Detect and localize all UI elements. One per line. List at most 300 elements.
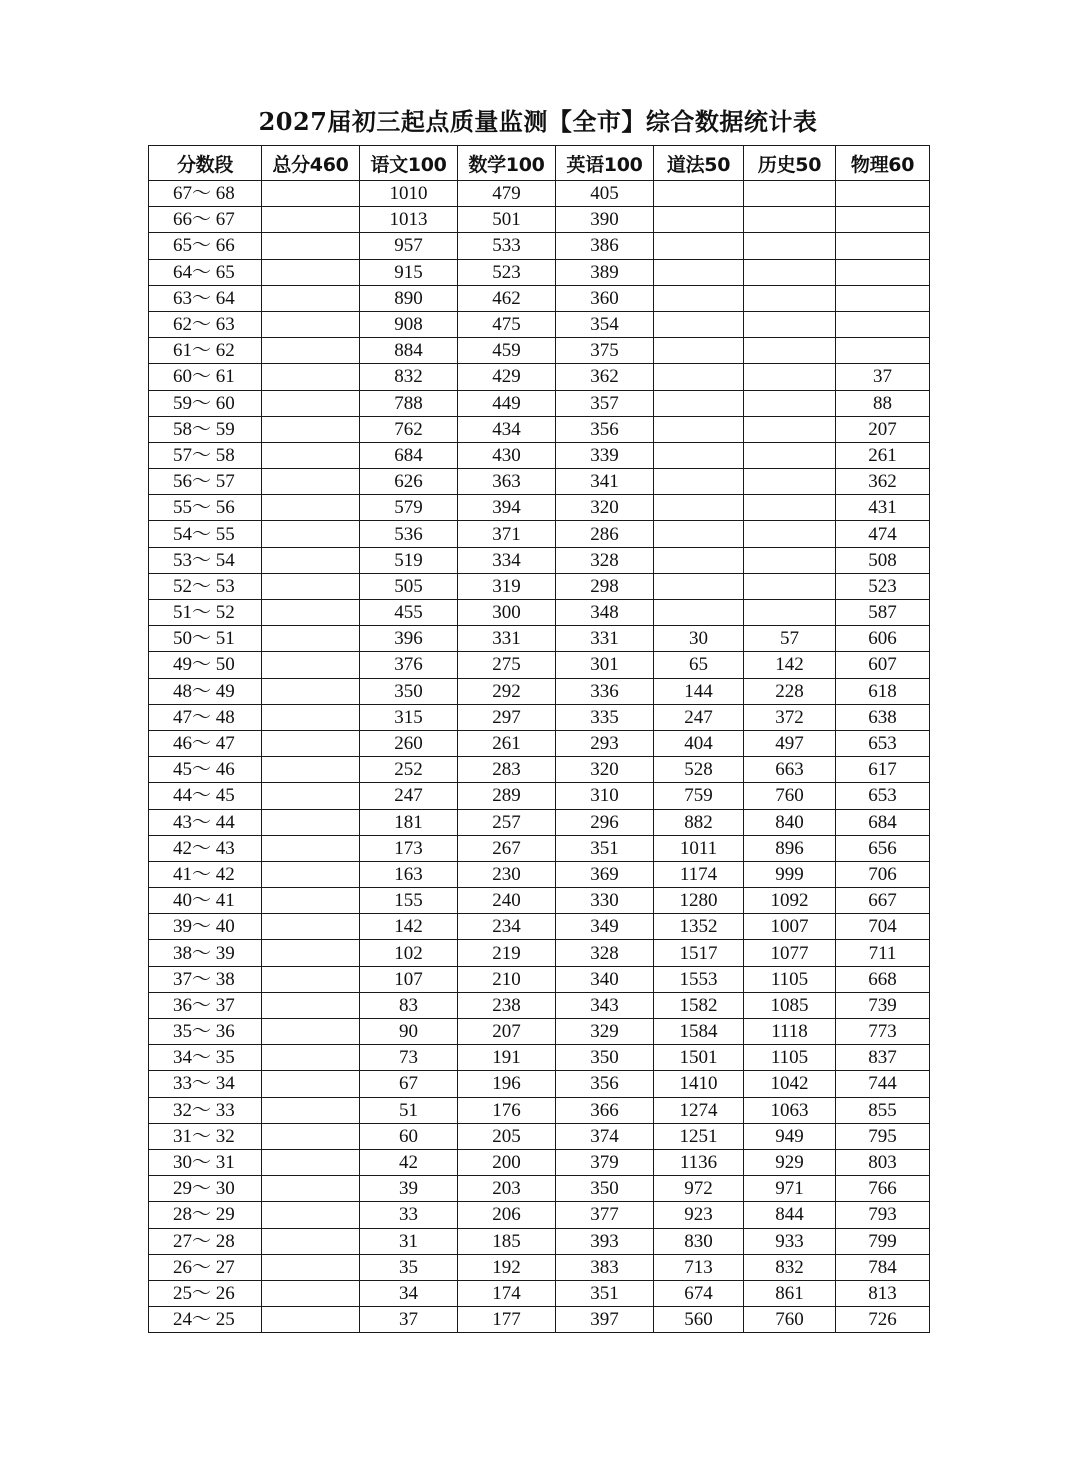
cell-english: 298	[556, 573, 654, 599]
cell-history	[744, 547, 836, 573]
cell-history: 142	[744, 652, 836, 678]
cell-history	[744, 233, 836, 259]
cell-physics: 617	[836, 757, 930, 783]
cell-total	[262, 1123, 360, 1149]
cell-score-range: 28～ 29	[149, 1202, 262, 1228]
cell-score-range: 38～ 39	[149, 940, 262, 966]
cell-english: 393	[556, 1228, 654, 1254]
cell-morality-law: 972	[654, 1176, 744, 1202]
cell-score-range: 49～ 50	[149, 652, 262, 678]
cell-history	[744, 390, 836, 416]
cell-history: 971	[744, 1176, 836, 1202]
cell-chinese: 260	[360, 730, 458, 756]
cell-history: 949	[744, 1123, 836, 1149]
cell-total	[262, 1228, 360, 1254]
cell-total	[262, 285, 360, 311]
table-row	[149, 809, 930, 835]
cell-score-range: 37～ 38	[149, 966, 262, 992]
cell-morality-law: 674	[654, 1280, 744, 1306]
cell-physics: 813	[836, 1280, 930, 1306]
cell-english: 330	[556, 888, 654, 914]
cell-english: 360	[556, 285, 654, 311]
cell-history	[744, 259, 836, 285]
cell-physics: 684	[836, 809, 930, 835]
cell-morality-law: 1352	[654, 914, 744, 940]
cell-chinese: 315	[360, 704, 458, 730]
cell-total	[262, 704, 360, 730]
cell-history: 1092	[744, 888, 836, 914]
cell-morality-law	[654, 600, 744, 626]
cell-physics: 431	[836, 495, 930, 521]
table-row	[149, 835, 930, 861]
table-row	[149, 364, 930, 390]
header-math: 数学100	[458, 146, 556, 181]
cell-english: 328	[556, 547, 654, 573]
cell-morality-law: 1553	[654, 966, 744, 992]
cell-english: 351	[556, 835, 654, 861]
cell-total	[262, 1176, 360, 1202]
cell-math: 240	[458, 888, 556, 914]
cell-chinese: 155	[360, 888, 458, 914]
table-row	[149, 1071, 930, 1097]
cell-total	[262, 573, 360, 599]
cell-physics: 653	[836, 730, 930, 756]
cell-english: 379	[556, 1149, 654, 1175]
cell-english: 369	[556, 861, 654, 887]
cell-history: 844	[744, 1202, 836, 1228]
cell-physics: 726	[836, 1307, 930, 1333]
table-row	[149, 390, 930, 416]
table-row	[149, 940, 930, 966]
table-row	[149, 757, 930, 783]
cell-score-range: 63～ 64	[149, 285, 262, 311]
header-physics: 物理60	[836, 146, 930, 181]
cell-english: 341	[556, 469, 654, 495]
cell-physics: 587	[836, 600, 930, 626]
cell-morality-law	[654, 207, 744, 233]
cell-math: 289	[458, 783, 556, 809]
cell-total	[262, 1019, 360, 1045]
cell-history: 896	[744, 835, 836, 861]
cell-math: 371	[458, 521, 556, 547]
cell-english: 335	[556, 704, 654, 730]
cell-chinese: 60	[360, 1123, 458, 1149]
cell-total	[262, 1254, 360, 1280]
cell-total	[262, 207, 360, 233]
table-row	[149, 416, 930, 442]
cell-score-range: 43～ 44	[149, 809, 262, 835]
cell-morality-law: 1501	[654, 1045, 744, 1071]
cell-math: 449	[458, 390, 556, 416]
cell-english: 357	[556, 390, 654, 416]
cell-physics: 739	[836, 992, 930, 1018]
cell-physics	[836, 181, 930, 207]
cell-score-range: 31～ 32	[149, 1123, 262, 1149]
cell-math: 462	[458, 285, 556, 311]
cell-chinese: 455	[360, 600, 458, 626]
cell-total	[262, 1097, 360, 1123]
cell-physics: 88	[836, 390, 930, 416]
cell-total	[262, 1045, 360, 1071]
table-row	[149, 652, 930, 678]
cell-chinese: 684	[360, 442, 458, 468]
table-row	[149, 783, 930, 809]
cell-math: 257	[458, 809, 556, 835]
cell-physics: 793	[836, 1202, 930, 1228]
cell-total	[262, 1307, 360, 1333]
cell-score-range: 34～ 35	[149, 1045, 262, 1071]
cell-morality-law: 528	[654, 757, 744, 783]
cell-total	[262, 416, 360, 442]
cell-math: 267	[458, 835, 556, 861]
cell-chinese: 35	[360, 1254, 458, 1280]
cell-total	[262, 469, 360, 495]
cell-total	[262, 730, 360, 756]
table-row	[149, 730, 930, 756]
table-row	[149, 1045, 930, 1071]
cell-english: 331	[556, 626, 654, 652]
cell-score-range: 54～ 55	[149, 521, 262, 547]
cell-math: 176	[458, 1097, 556, 1123]
cell-math: 475	[458, 311, 556, 337]
cell-math: 283	[458, 757, 556, 783]
cell-chinese: 788	[360, 390, 458, 416]
table-row	[149, 1123, 930, 1149]
cell-english: 362	[556, 364, 654, 390]
cell-english: 405	[556, 181, 654, 207]
cell-morality-law	[654, 285, 744, 311]
table-row	[149, 233, 930, 259]
cell-chinese: 163	[360, 861, 458, 887]
cell-score-range: 39～ 40	[149, 914, 262, 940]
table-row	[149, 1149, 930, 1175]
table-row	[149, 1176, 930, 1202]
cell-physics: 474	[836, 521, 930, 547]
cell-physics: 799	[836, 1228, 930, 1254]
cell-history: 1118	[744, 1019, 836, 1045]
cell-morality-law	[654, 469, 744, 495]
cell-history: 1063	[744, 1097, 836, 1123]
cell-morality-law: 882	[654, 809, 744, 835]
cell-morality-law	[654, 521, 744, 547]
cell-morality-law	[654, 311, 744, 337]
cell-english: 354	[556, 311, 654, 337]
cell-physics: 362	[836, 469, 930, 495]
cell-math: 238	[458, 992, 556, 1018]
cell-english: 296	[556, 809, 654, 835]
cell-chinese: 51	[360, 1097, 458, 1123]
cell-math: 297	[458, 704, 556, 730]
cell-total	[262, 600, 360, 626]
cell-score-range: 51～ 52	[149, 600, 262, 626]
cell-physics: 207	[836, 416, 930, 442]
cell-physics: 667	[836, 888, 930, 914]
table-row	[149, 1097, 930, 1123]
cell-physics	[836, 259, 930, 285]
cell-history	[744, 495, 836, 521]
cell-total	[262, 1202, 360, 1228]
cell-morality-law: 1274	[654, 1097, 744, 1123]
cell-score-range: 29～ 30	[149, 1176, 262, 1202]
table-row	[149, 469, 930, 495]
cell-score-range: 24～ 25	[149, 1307, 262, 1333]
cell-chinese: 33	[360, 1202, 458, 1228]
cell-history: 663	[744, 757, 836, 783]
cell-history: 1007	[744, 914, 836, 940]
cell-english: 320	[556, 495, 654, 521]
cell-chinese: 107	[360, 966, 458, 992]
cell-score-range: 56～ 57	[149, 469, 262, 495]
cell-math: 331	[458, 626, 556, 652]
cell-morality-law	[654, 364, 744, 390]
cell-total	[262, 783, 360, 809]
header-total: 总分460	[262, 146, 360, 181]
cell-english: 343	[556, 992, 654, 1018]
cell-chinese: 957	[360, 233, 458, 259]
cell-math: 174	[458, 1280, 556, 1306]
cell-physics: 656	[836, 835, 930, 861]
table-row	[149, 888, 930, 914]
cell-english: 377	[556, 1202, 654, 1228]
cell-history: 1042	[744, 1071, 836, 1097]
cell-math: 185	[458, 1228, 556, 1254]
table-row	[149, 547, 930, 573]
cell-score-range: 52～ 53	[149, 573, 262, 599]
cell-score-range: 67～ 68	[149, 181, 262, 207]
cell-math: 319	[458, 573, 556, 599]
cell-total	[262, 678, 360, 704]
cell-physics: 37	[836, 364, 930, 390]
cell-history: 832	[744, 1254, 836, 1280]
cell-history: 372	[744, 704, 836, 730]
cell-english: 397	[556, 1307, 654, 1333]
cell-total	[262, 311, 360, 337]
cell-score-range: 60～ 61	[149, 364, 262, 390]
cell-english: 386	[556, 233, 654, 259]
cell-chinese: 173	[360, 835, 458, 861]
cell-chinese: 42	[360, 1149, 458, 1175]
cell-english: 351	[556, 1280, 654, 1306]
cell-math: 230	[458, 861, 556, 887]
table-row	[149, 521, 930, 547]
cell-score-range: 35～ 36	[149, 1019, 262, 1045]
cell-physics: 668	[836, 966, 930, 992]
cell-history: 933	[744, 1228, 836, 1254]
cell-total	[262, 914, 360, 940]
cell-total	[262, 338, 360, 364]
cell-morality-law: 1280	[654, 888, 744, 914]
header-score-range: 分数段	[149, 146, 262, 181]
cell-physics	[836, 285, 930, 311]
cell-history: 57	[744, 626, 836, 652]
cell-math: 205	[458, 1123, 556, 1149]
cell-total	[262, 547, 360, 573]
cell-morality-law: 560	[654, 1307, 744, 1333]
cell-morality-law: 247	[654, 704, 744, 730]
cell-math: 459	[458, 338, 556, 364]
cell-english: 350	[556, 1176, 654, 1202]
cell-total	[262, 442, 360, 468]
cell-math: 479	[458, 181, 556, 207]
cell-english: 366	[556, 1097, 654, 1123]
cell-chinese: 832	[360, 364, 458, 390]
cell-chinese: 626	[360, 469, 458, 495]
cell-total	[262, 626, 360, 652]
table-row	[149, 626, 930, 652]
header-morality-law: 道法50	[654, 146, 744, 181]
cell-history	[744, 469, 836, 495]
cell-chinese: 890	[360, 285, 458, 311]
cell-physics	[836, 207, 930, 233]
cell-score-range: 44～ 45	[149, 783, 262, 809]
cell-score-range: 27～ 28	[149, 1228, 262, 1254]
cell-math: 177	[458, 1307, 556, 1333]
table-row	[149, 678, 930, 704]
page-title: 2027届初三起点质量监测【全市】综合数据统计表	[258, 107, 818, 136]
cell-morality-law: 144	[654, 678, 744, 704]
cell-history	[744, 285, 836, 311]
cell-physics: 744	[836, 1071, 930, 1097]
cell-score-range: 36～ 37	[149, 992, 262, 1018]
cell-english: 383	[556, 1254, 654, 1280]
cell-english: 293	[556, 730, 654, 756]
table-row	[149, 285, 930, 311]
cell-math: 196	[458, 1071, 556, 1097]
cell-english: 390	[556, 207, 654, 233]
cell-math: 429	[458, 364, 556, 390]
cell-physics: 261	[836, 442, 930, 468]
cell-total	[262, 233, 360, 259]
cell-total	[262, 888, 360, 914]
cell-total	[262, 1071, 360, 1097]
cell-chinese: 39	[360, 1176, 458, 1202]
cell-total	[262, 364, 360, 390]
cell-score-range: 47～ 48	[149, 704, 262, 730]
table-row	[149, 600, 930, 626]
cell-morality-law	[654, 233, 744, 259]
cell-chinese: 247	[360, 783, 458, 809]
table-row	[149, 311, 930, 337]
table-row	[149, 442, 930, 468]
cell-physics	[836, 311, 930, 337]
cell-morality-law	[654, 181, 744, 207]
table-row	[149, 207, 930, 233]
cell-math: 192	[458, 1254, 556, 1280]
cell-chinese: 536	[360, 521, 458, 547]
table-row	[149, 1254, 930, 1280]
cell-score-range: 30～ 31	[149, 1149, 262, 1175]
cell-english: 328	[556, 940, 654, 966]
cell-math: 300	[458, 600, 556, 626]
cell-chinese: 762	[360, 416, 458, 442]
cell-chinese: 34	[360, 1280, 458, 1306]
cell-chinese: 252	[360, 757, 458, 783]
header-history: 历史50	[744, 146, 836, 181]
cell-total	[262, 966, 360, 992]
cell-english: 375	[556, 338, 654, 364]
cell-math: 533	[458, 233, 556, 259]
cell-morality-law: 1251	[654, 1123, 744, 1149]
cell-physics: 523	[836, 573, 930, 599]
cell-chinese: 350	[360, 678, 458, 704]
cell-math: 207	[458, 1019, 556, 1045]
table-row	[149, 1280, 930, 1306]
table-row	[149, 338, 930, 364]
cell-math: 501	[458, 207, 556, 233]
cell-total	[262, 390, 360, 416]
cell-morality-law: 30	[654, 626, 744, 652]
cell-score-range: 57～ 58	[149, 442, 262, 468]
cell-english: 310	[556, 783, 654, 809]
table-row	[149, 966, 930, 992]
cell-history	[744, 521, 836, 547]
cell-morality-law: 923	[654, 1202, 744, 1228]
cell-history: 999	[744, 861, 836, 887]
cell-english: 329	[556, 1019, 654, 1045]
cell-chinese: 83	[360, 992, 458, 1018]
cell-score-range: 61～ 62	[149, 338, 262, 364]
cell-morality-law: 1582	[654, 992, 744, 1018]
cell-english: 356	[556, 1071, 654, 1097]
cell-math: 434	[458, 416, 556, 442]
cell-history	[744, 364, 836, 390]
cell-chinese: 884	[360, 338, 458, 364]
cell-english: 350	[556, 1045, 654, 1071]
table-header-row	[149, 146, 930, 181]
table-row	[149, 861, 930, 887]
cell-physics: 706	[836, 861, 930, 887]
cell-physics: 638	[836, 704, 930, 730]
cell-math: 394	[458, 495, 556, 521]
cell-history	[744, 181, 836, 207]
cell-score-range: 48～ 49	[149, 678, 262, 704]
cell-chinese: 579	[360, 495, 458, 521]
cell-total	[262, 1149, 360, 1175]
cell-history: 228	[744, 678, 836, 704]
cell-history: 1077	[744, 940, 836, 966]
cell-history: 1085	[744, 992, 836, 1018]
cell-chinese: 1013	[360, 207, 458, 233]
cell-history	[744, 207, 836, 233]
cell-english: 348	[556, 600, 654, 626]
table-row	[149, 704, 930, 730]
cell-math: 234	[458, 914, 556, 940]
cell-morality-law: 404	[654, 730, 744, 756]
cell-physics: 766	[836, 1176, 930, 1202]
cell-history: 760	[744, 1307, 836, 1333]
cell-chinese: 505	[360, 573, 458, 599]
cell-total	[262, 757, 360, 783]
cell-total	[262, 940, 360, 966]
cell-history: 760	[744, 783, 836, 809]
cell-morality-law: 1517	[654, 940, 744, 966]
cell-total	[262, 259, 360, 285]
cell-chinese: 519	[360, 547, 458, 573]
cell-history	[744, 600, 836, 626]
cell-history: 497	[744, 730, 836, 756]
cell-physics: 606	[836, 626, 930, 652]
cell-chinese: 73	[360, 1045, 458, 1071]
cell-history: 1105	[744, 1045, 836, 1071]
cell-morality-law: 830	[654, 1228, 744, 1254]
cell-morality-law	[654, 416, 744, 442]
cell-history	[744, 573, 836, 599]
cell-chinese: 31	[360, 1228, 458, 1254]
cell-chinese: 67	[360, 1071, 458, 1097]
cell-chinese: 915	[360, 259, 458, 285]
cell-morality-law: 1584	[654, 1019, 744, 1045]
cell-morality-law: 1011	[654, 835, 744, 861]
